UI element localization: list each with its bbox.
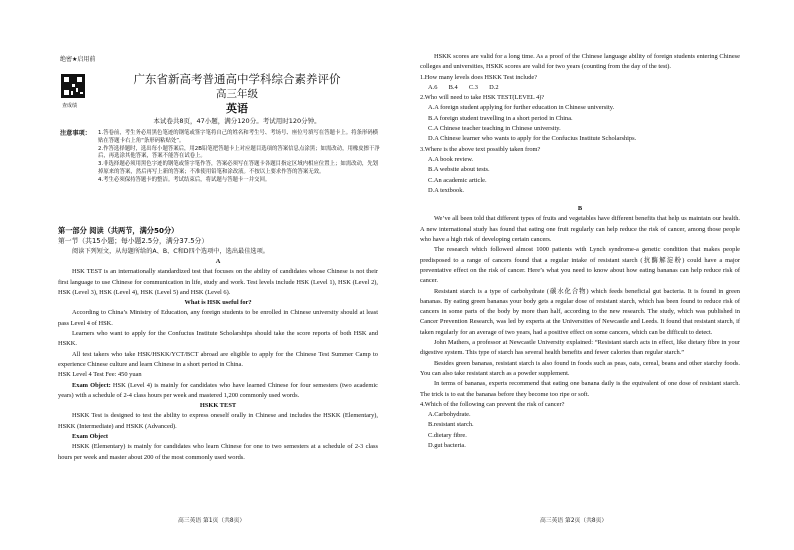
option: C.An academic article.: [428, 176, 487, 184]
option: D.A textbook.: [428, 186, 465, 194]
left-column: [58, 226, 378, 516]
paragraph: The research which followed almost 1000 patients with Lynch syndrome-a genetic condition that makes people predisposed to a range of cancers found that a regular intake of resistant starch (抗酶解淀粉) could have a major preventative effect on the risk of cancer. Here’s what you need to know about how eating bananas can help reduce risk of cancer.: [420, 246, 740, 285]
paragraph: According to China’s Ministry of Education, any foreign students to be enrolled in Chinese university should at least pass Level 4 of HSK.: [58, 309, 378, 327]
options-row: [420, 83, 740, 93]
notice-item: 1.答卷前，考生务必用黑色笔迹的钢笔或签字笔将自己的姓名和考生号、考场号、座位号填写在答题卡上。将条形码横贴在答题卡右上角“条形码粘贴处”。: [98, 130, 379, 144]
option: D.2: [489, 83, 499, 91]
subject-title: 英语: [226, 102, 248, 115]
paragraph: Learners who want to apply for the Confucius Institute Scholarships should take the score reports of both HSK and HSKK.: [58, 330, 378, 348]
qr-label: 查成绩: [62, 103, 78, 109]
option: C.A Chinese teacher teaching in Chinese university.: [428, 125, 561, 133]
option: D.A Chinese learner who wants to apply for the Confucius Institute Scholarships.: [428, 135, 637, 143]
page-footer-left: 高三英语 第1页（共8页）: [178, 518, 246, 524]
paragraph: HSKK scores are valid for a long time. As a proof of the Chinese language ability of foreign students entering Chinese colleges and universities, HSKK scores are valid for two years (counting from the day of the test).: [420, 53, 740, 71]
paragraph: HSKK Test is designed to test the ability to express oneself orally in Chinese and includes the HSKK (Elementary), HSKK (Intermediate) and HSKK (Advanced).: [58, 412, 378, 430]
notice-item: 3.非选择题必须用黑色字迹的钢笔或签字笔作答，答案必须写在答题卡各题目指定区域内相应位置上；如需改动，先划掉原来的答案，然后再写上新的答案；不准使用铅笔和涂改液。不按以上要求作答的答案无效。: [98, 161, 379, 175]
question: 2.Who will need to take HSK TEST(LEVEL 4)?: [420, 94, 545, 102]
exam-info: 本试卷共8页，47小题，满分120分。考试用时120分钟。: [153, 117, 321, 125]
question: 1.How many levels does HSKK Test include?: [420, 73, 538, 81]
option: C.3: [468, 83, 478, 91]
paragraph: We’ve all been told that different types of fruits and vegetables have different benefits that help us maintain our health. A new international study has found that eating one fruit regularly can help reduce the risk of cancer, among those people who have a high risk of developing certain cancers.: [420, 215, 740, 244]
option: B.A website about tests.: [428, 166, 490, 174]
paragraph: Resistant starch is a type of carbohydrate (碳水化合物) which feeds beneficial gut bacteria. It is found in green bananas. By eating green bananas your body gets a regular dose of resistant starch, which has been found to reduce risk of cancers in some parts of the body by more than half, according to the new research. The study, which was published in Cancer Prevention Research, was led by experts at the Universities of Newcastle and Leeds. It found that resistant starch, if taken regularly for an average of two years, had a positive effect on some cancers, which can be difficult to detect.: [420, 287, 740, 336]
exam-title: 广东省新高考普通高中学科综合素养评价: [133, 72, 341, 86]
question: 4.Which of the following can prevent the risk of cancer?: [420, 400, 565, 408]
paragraph: [58, 381, 378, 402]
instruction: 阅读下列短文，从每题所给的A、B、C和D四个选项中，选出最佳选项。: [72, 248, 269, 255]
right-column: [420, 52, 740, 522]
grade-title: 高三年级: [216, 88, 258, 100]
notice-item: 4.考生必须保持答题卡的整洁。考试结束后，将试题与答题卡一并交回。: [98, 176, 271, 183]
notice-label: 注意事项：: [60, 130, 91, 137]
paragraph: Besides green bananas, resistant starch is also found in foods such as peas, oats, cereal, beans and other starchy foods. You can also take resistant starch as a powder supplement.: [420, 359, 740, 377]
qr-code-icon: [61, 74, 85, 98]
question: 3.Where is the above text possibly taken from?: [420, 145, 541, 153]
option: A.6: [428, 83, 438, 91]
option: B.A foreign student travelling in a short period in China.: [428, 114, 573, 122]
option: A.A book review.: [428, 155, 474, 163]
paragraph: In terms of bananas, experts recommend that eating one banana daily is the equivalent of one dose of resistant starch. The trick is to eat the bananas before they become too ripe or soft.: [420, 380, 740, 398]
passage-b-letter: B: [577, 205, 583, 213]
section-heading: 第一部分 阅读（共两节，满分50分）: [58, 226, 179, 235]
label: Exam Object:: [72, 381, 111, 389]
option: B.4: [448, 83, 458, 91]
option: D.gut bacteria.: [428, 441, 466, 449]
option: A.A foreign student applying for further education in Chinese university.: [428, 104, 615, 112]
option: A.Carbohydrate.: [428, 411, 471, 419]
passage-a-letter: A: [215, 258, 221, 265]
paragraph: All test takers who take HSK/HSKK/YCT/BCT abroad are eligible to apply for the Chinese Test Summer Camp to experience Chinese culture and learn Chinese in a short period in China.: [58, 350, 378, 368]
option: C.dietary fibre.: [428, 431, 467, 439]
paragraph: HSKK (Elementary) is mainly for candidates who learn Chinese for one to two semesters at a schedule of 2-3 class hours per week and master about 200 of the most commonly used words.: [58, 443, 378, 461]
text: HSK (Level 4) is mainly for candidates who have learned Chinese for four semesters (two academic years) with a schedule of 2-4 class hours per week and mastered 1,200 commonly used words.: [58, 381, 378, 399]
confidential-mark: 绝密★启用前: [60, 56, 96, 63]
paragraph: HSK Level 4 Test Fee: 450 yuan: [58, 371, 142, 379]
notice-item: 2.作答选择题时，选出每小题答案后，用2B铅笔把答题卡上对应题目选项的答案信息点涂黑；如需改动，用橡皮擦干净后，再选涂其他答案，答案不能答在试卷上。: [98, 145, 380, 160]
paragraph: HSK TEST is an internationally standardized test that focuses on the ability of candidates whose Chinese is not their first language to use Chinese for communication in life, study and work. Test levels include HSK (Level 1), HSK (Level 2), HSK (Level 3), HSK (Level 4), HSK (Level 5) and HSK (Level 6).: [58, 268, 378, 296]
option: B.resistant starch.: [428, 421, 474, 429]
subheading: HSKK TEST: [199, 402, 237, 410]
page-footer-right: 高三英语 第2页（共8页）: [540, 518, 608, 524]
paragraph: John Mathers, a professor at Newcastle University explained: “Resistant starch acts in effect, like dietary fibre in your digestive system. This type of starch has several health benefits and fewer calories than regular starch.”: [420, 339, 740, 357]
subsection-heading: 第一节（共15小题；每小题2.5分，满分37.5分）: [58, 237, 209, 245]
notice-block: [60, 130, 380, 185]
subheading: Exam Object: [72, 433, 109, 441]
subheading: What is HSK useful for?: [184, 299, 252, 307]
